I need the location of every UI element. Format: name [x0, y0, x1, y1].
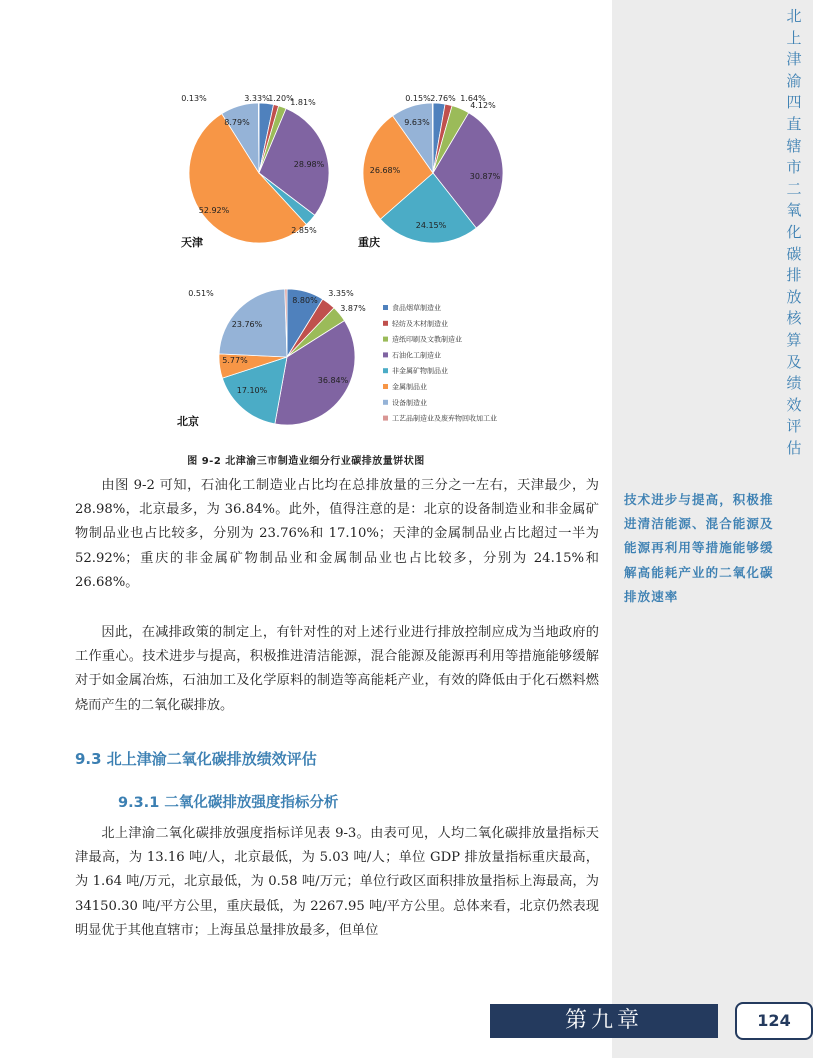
- figure-caption: 图 9-2 北津渝三市制造业细分行业碳排放量饼状图: [187, 456, 425, 467]
- slice-data-label: 52.92%: [198, 206, 230, 215]
- vertical-book-title: 北上津渝四直辖市二氧化碳排放核算及绩效评估: [786, 7, 802, 457]
- slice-data-label: 3.35%: [328, 289, 354, 298]
- body-paragraph-2: 因此，在减排政策的制定上，有针对性的对上述行业进行排放控制应成为当地政府的工作重心。技术进步与提高，积极推进清洁能源，混合能源及能源再利用等措施能够缓解对于如金属冶炼，石油加工及化学原料的制造等高能耗产业，有效的降低由于化石燃料燃烧而产生的二氧化碳排放。: [75, 625, 599, 713]
- legend-swatch: [383, 321, 388, 326]
- legend-entry: 设备制造业: [392, 398, 427, 407]
- slice-data-label: 30.87%: [469, 172, 501, 181]
- slice-data-label: 0.51%: [188, 289, 214, 298]
- pie-city-title: 天津: [181, 236, 203, 249]
- legend-entry: 石油化工制造业: [392, 351, 441, 360]
- legend-entry: 金属制品业: [392, 383, 427, 391]
- body-paragraph-1: 由图 9-2 可知，石油化工制造业占比均在总排放量的三分之一左右，天津最少，为 28.98%，北京最多，为 36.84%。此外，值得注意的是：北京的设备制造业和非金属矿物制品业也占比较多，分别为 23.76%和 17.10%；天津的金属制品业占比超过一半为 52.92%；重庆的非金属矿物制品业和金属制品业也占比较多，分别为 24.15%和 26.68%。: [75, 478, 599, 590]
- pie-chart-beijing: [177, 289, 366, 428]
- pie-chart-chongqing: [358, 94, 503, 249]
- pie-city-title: 北京: [177, 415, 199, 428]
- pie-slice-8: [258, 103, 259, 173]
- slice-data-label: 1.81%: [290, 98, 316, 107]
- slice-data-label: 0.15%: [405, 94, 431, 103]
- pie-charts-figure: [0, 0, 612, 460]
- slice-data-label: 5.77%: [222, 356, 248, 365]
- slice-data-label: 0.13%: [181, 94, 207, 103]
- legend-swatch: [383, 337, 388, 342]
- legend-entry: 工艺品制造业及废弃物回收加工业: [392, 414, 497, 423]
- section-heading: 9.3 北上津渝二氧化碳排放绩效评估: [75, 750, 317, 768]
- slice-data-label: 26.68%: [369, 166, 401, 175]
- chart-legend: [383, 303, 497, 423]
- slice-data-label: 8.79%: [224, 118, 250, 127]
- slice-data-label: 17.10%: [236, 386, 268, 395]
- legend-swatch: [383, 400, 388, 405]
- margin-note: 技术进步与提高，积极推进清洁能源、混合能源及能源再利用等措施能够缓解高能耗产业的二氧化碳排放速率: [624, 492, 774, 604]
- slice-data-label: 2.85%: [291, 226, 317, 235]
- legend-entry: 非金属矿物制品业: [392, 367, 448, 376]
- legend-swatch: [383, 368, 388, 373]
- slice-data-label: 3.87%: [340, 304, 366, 313]
- legend-swatch: [383, 416, 388, 421]
- pie-city-title: 重庆: [358, 236, 380, 249]
- slice-data-label: 1.20%: [268, 94, 294, 103]
- slice-data-label: 4.12%: [470, 101, 496, 110]
- body-paragraph-3: 北上津渝二氧化碳排放强度指标详见表 9-3。由表可见，人均二氧化碳排放量指标天津最高，为 13.16 吨/人，北京最低，为 5.03 吨/人；单位 GDP 排放量指标重庆最高，为 1.64 吨/万元，北京最低，为 0.58 吨/万元；单位行政区面积排放量指标上海最高，为 34150.30 吨/平方公里，重庆最低，为 2267.95 吨/平方公里。总体来看，北京仍然表现明显优于其他直辖市；上海虽总量排放最多，但单位: [75, 826, 599, 938]
- slice-data-label: 23.76%: [231, 320, 263, 329]
- slice-data-label: 1.64%: [460, 94, 486, 103]
- pie-chart-tianjin: [181, 94, 329, 249]
- legend-entry: 轻纺及木材制造业: [392, 319, 448, 328]
- slice-data-label: 24.15%: [415, 221, 447, 230]
- slice-data-label: 9.63%: [404, 118, 430, 127]
- page-number: 124: [735, 1002, 813, 1040]
- legend-swatch: [383, 305, 388, 310]
- subsection-heading: 9.3.1 二氧化碳排放强度指标分析: [118, 795, 339, 811]
- slice-data-label: 3.33%: [244, 94, 270, 103]
- legend-swatch: [383, 384, 388, 389]
- slice-data-label: 2.76%: [430, 94, 456, 103]
- slice-data-label: 8.80%: [292, 296, 318, 305]
- legend-swatch: [383, 352, 388, 357]
- slice-data-label: 36.84%: [317, 376, 349, 385]
- legend-entry: 造纸印刷及文教制造业: [392, 335, 462, 344]
- legend-entry: 食品烟草制造业: [392, 304, 441, 312]
- chapter-label: 第九章: [490, 1004, 718, 1038]
- slice-data-label: 28.98%: [293, 160, 325, 169]
